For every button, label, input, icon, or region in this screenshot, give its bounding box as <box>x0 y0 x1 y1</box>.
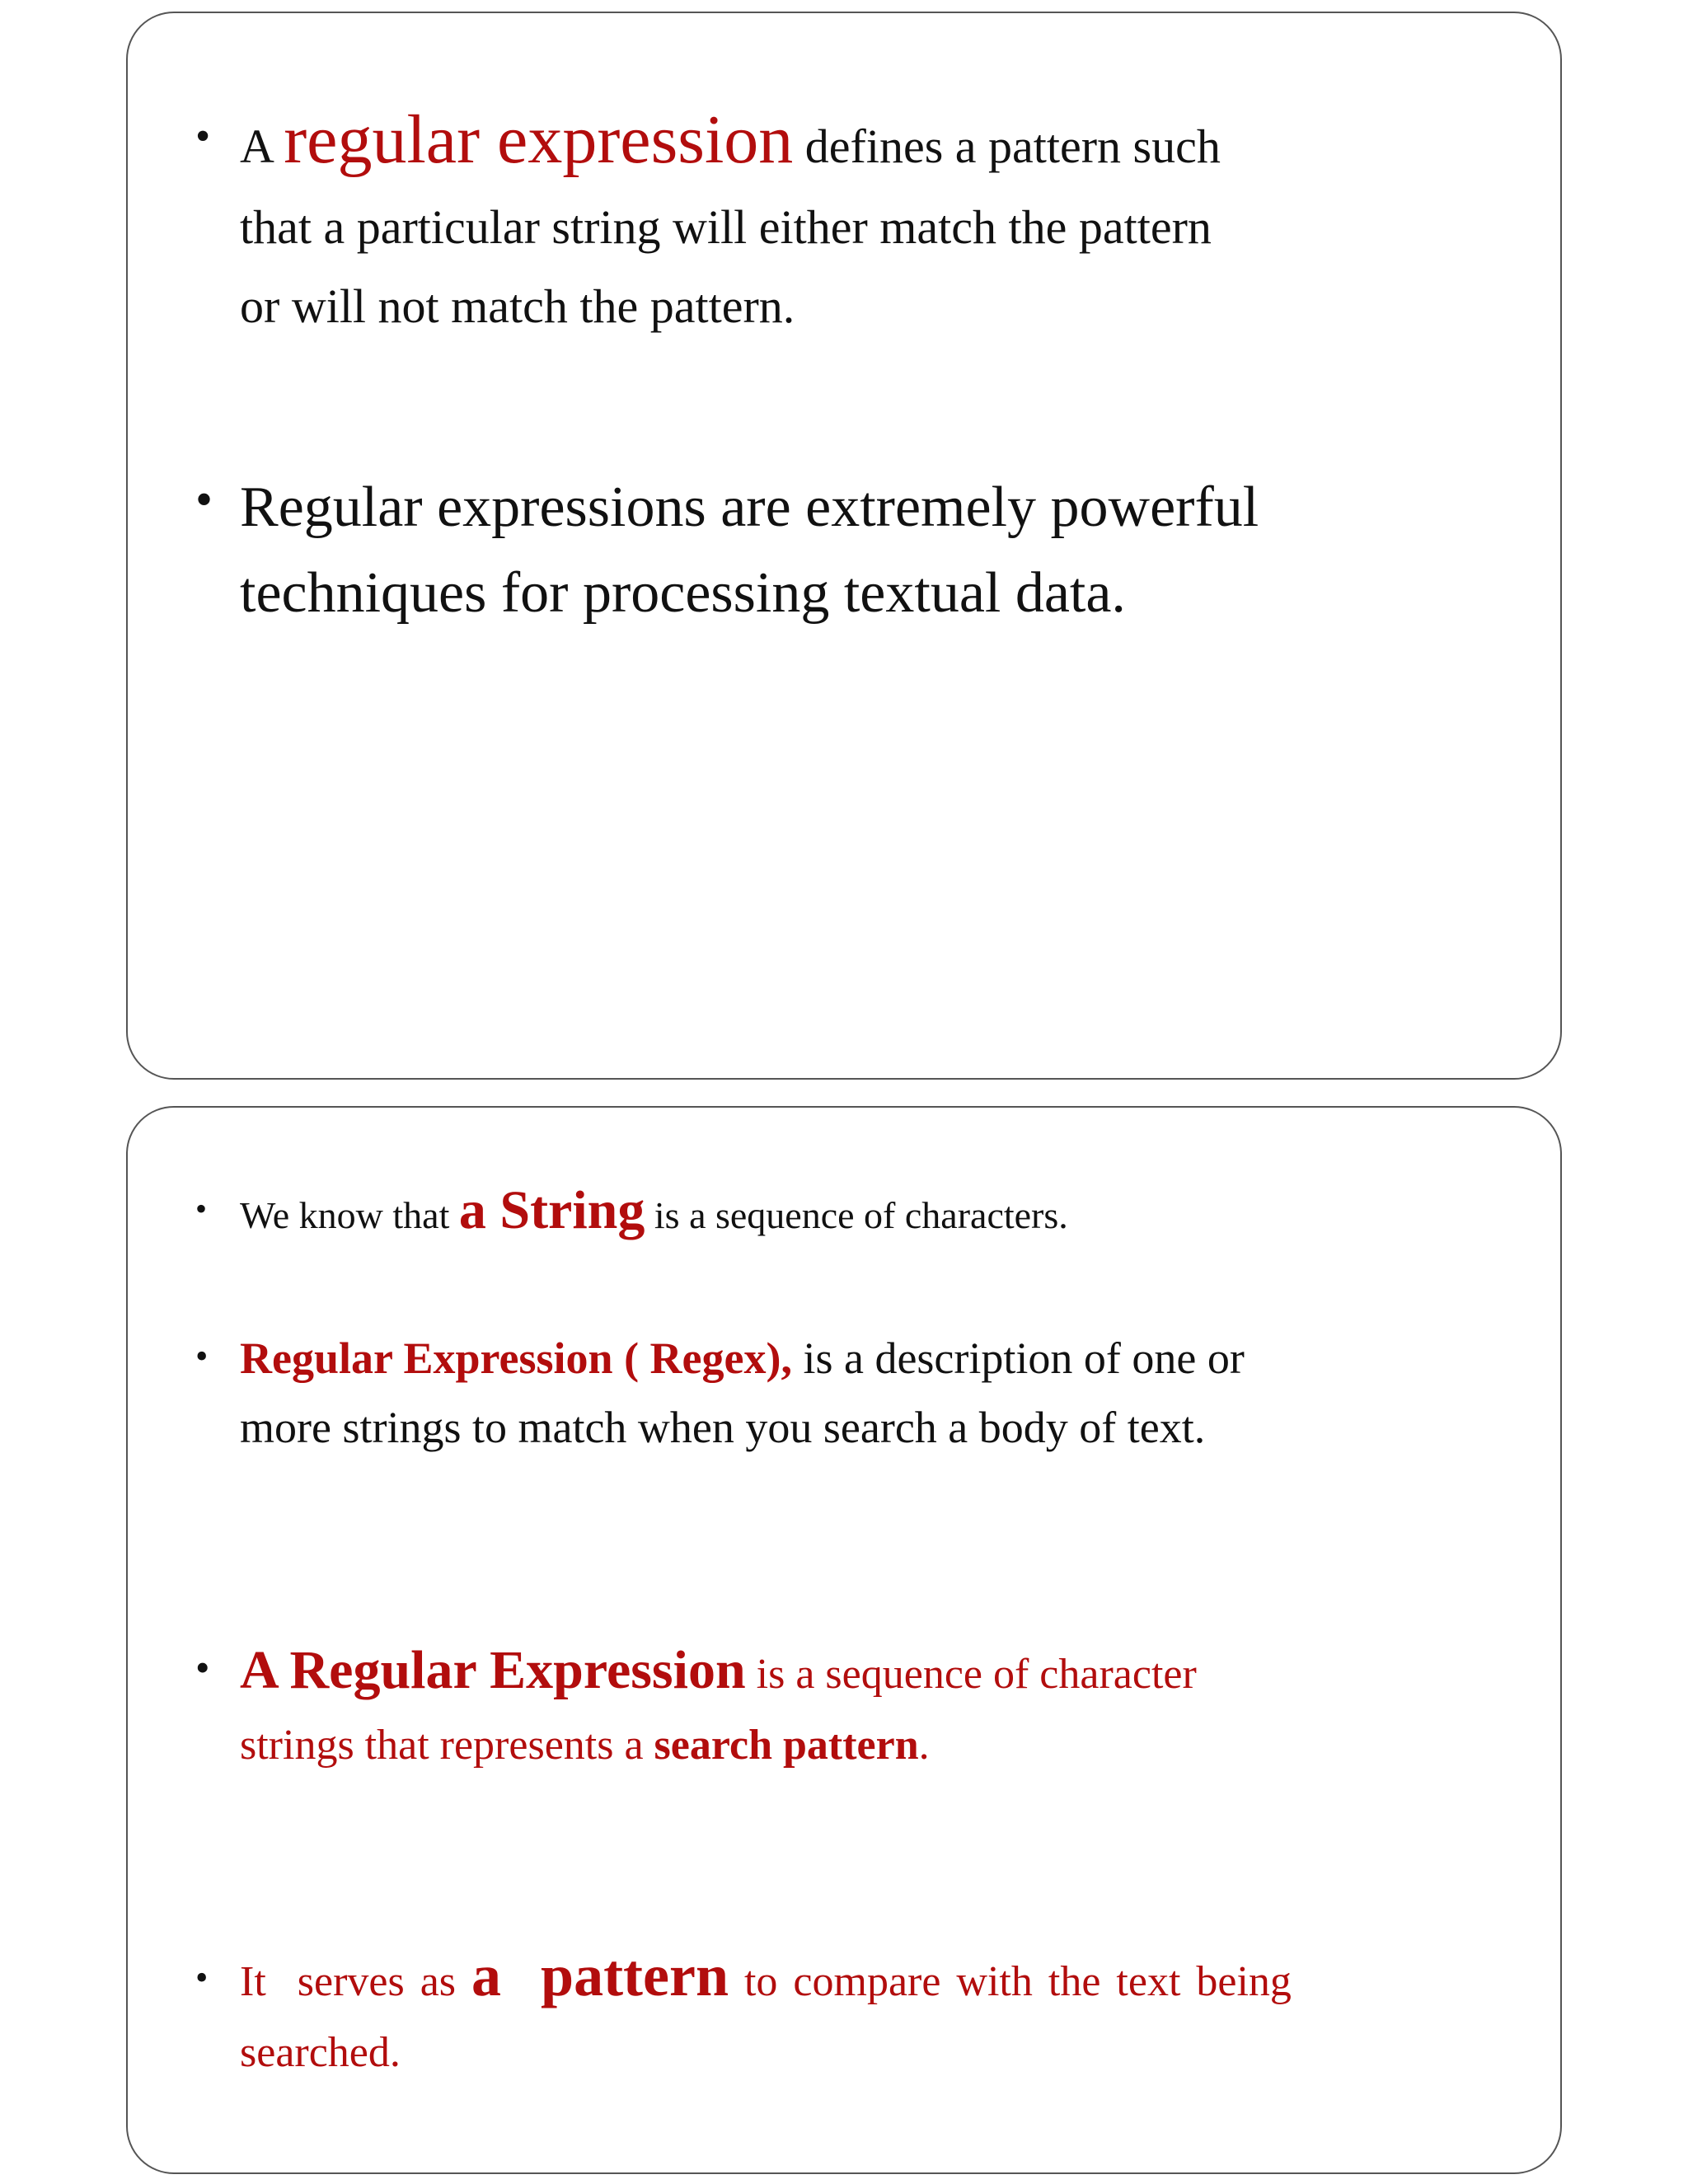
highlight-a-string: a String <box>458 1180 645 1240</box>
suffix-text: is a description of one or <box>803 1333 1245 1383</box>
line2-suffix: . <box>918 1722 930 1769</box>
bullet-dot-icon: • <box>195 1336 209 1376</box>
highlight-a-pattern: a pattern <box>471 1943 729 2008</box>
suffix-text: to compare with the text being <box>743 1958 1292 2005</box>
highlight-regex: Regular Expression ( Regex), <box>240 1333 792 1383</box>
bullet-line-1 <box>240 1940 1486 2018</box>
bullet-text <box>240 1635 1486 1781</box>
suffix-text: is a sequence of character <box>756 1651 1197 1698</box>
bullet-dot-icon: • <box>195 113 211 160</box>
bullet-text <box>240 1169 1486 1257</box>
bullet-dot-icon: • <box>195 472 213 527</box>
highlight-search-pattern: search pattern <box>654 1722 919 1769</box>
bullet-line-2: techniques for processing textual data. <box>240 561 1126 625</box>
bullet-line-1 <box>240 1635 1486 1710</box>
bullet-line-2: searched. <box>240 2029 401 2076</box>
bullet-line-1 <box>240 1324 1486 1393</box>
bullet-text <box>240 1940 1486 2088</box>
bullet-line-2: that a particular string will either match the pattern <box>240 200 1212 254</box>
highlight-a-regular-expression: A Regular Expression <box>240 1640 746 1700</box>
prefix-text: We know that <box>240 1194 450 1236</box>
bullet-text <box>240 465 1486 636</box>
suffix-text: is a sequence of characters. <box>654 1194 1068 1236</box>
bullet-text <box>240 1324 1486 1462</box>
prefix-text: A <box>240 120 272 173</box>
bullet-text <box>240 99 1486 346</box>
bullet-line-2 <box>240 1710 1486 1781</box>
bullet-line-3: or will not match the pattern. <box>240 279 795 333</box>
highlight-regular-expression: regular expression <box>284 101 794 178</box>
prefix-text: It serves as <box>240 1958 457 2005</box>
slide-2 <box>126 1106 1562 2174</box>
bullet-line-2: more strings to match when you search a body of text. <box>240 1403 1206 1452</box>
bullet-dot-icon: • <box>195 1644 210 1690</box>
bullet-dot-icon: • <box>195 1957 209 1998</box>
line2-prefix: strings that represents a <box>240 1722 644 1769</box>
bullet-line-1 <box>240 99 1486 188</box>
suffix-text: defines a pattern such <box>804 120 1221 173</box>
slide-1 <box>126 12 1562 1080</box>
bullet-line-1: Regular expressions are extremely powerful <box>240 476 1259 539</box>
bullet-dot-icon: • <box>195 1190 208 1227</box>
